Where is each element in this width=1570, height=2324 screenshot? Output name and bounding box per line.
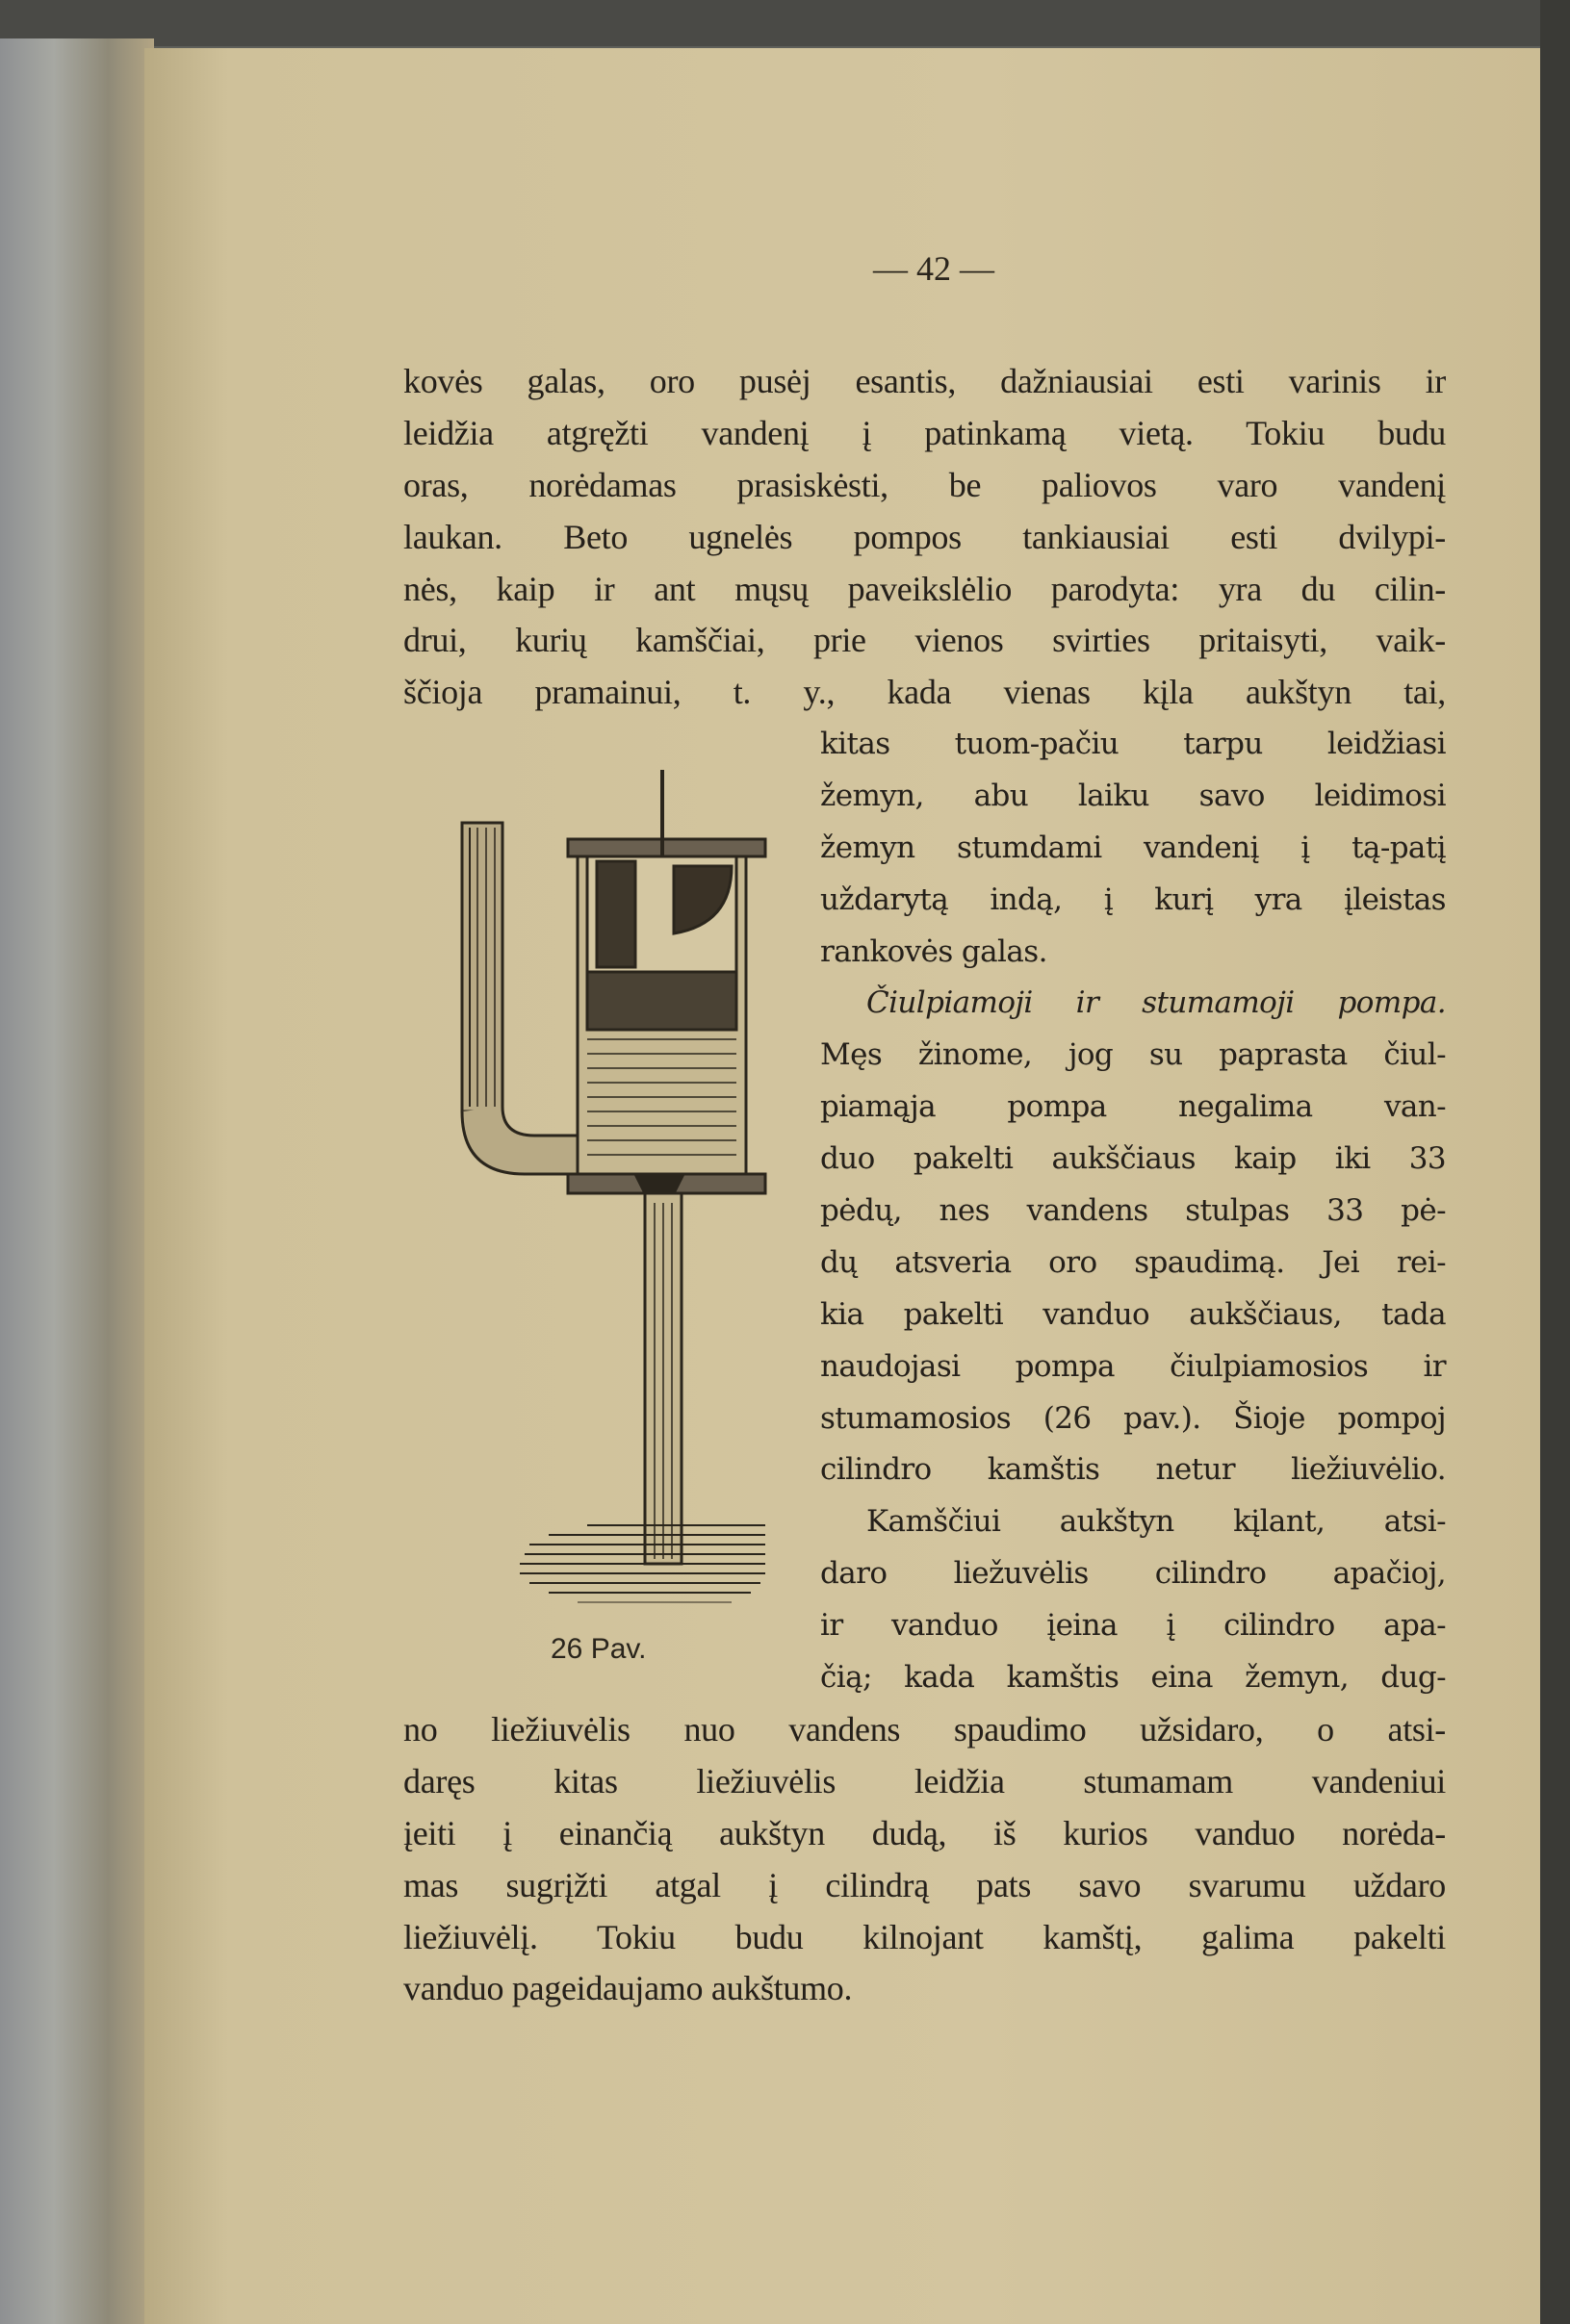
text-line: leidžia atgręžti vandenį į patinkamą vietą. Tokiu budu: [403, 413, 1446, 452]
text-line: ščioja pramainui, t. y., kada vienas kįla aukštyn tai,: [403, 673, 1446, 712]
left-riser-pipe: [462, 823, 578, 1174]
text-line: naudojasi pompa čiulpiamosios ir: [820, 1348, 1446, 1384]
text-line: rankovės galas.: [820, 933, 1047, 969]
text-line: kitas tuom-pačiu tarpu leidžiasi: [820, 727, 1446, 761]
scan-top-edge: [0, 0, 1570, 46]
text-line: daro liežuvėlis cilindro apačioj,: [820, 1556, 1446, 1592]
top-flange: [568, 839, 765, 856]
suction-pipe: [645, 1193, 682, 1564]
water-surface: [520, 1525, 765, 1602]
text-line: dų atsveria oro spaudimą. Jei rei-: [820, 1244, 1446, 1280]
text-line: nės, kaip ir ant mųsų paveikslėlio parodyta: yra du cilin-: [403, 569, 1446, 608]
text-line: Męs žinome, jog su paprasta čiul-: [820, 1037, 1446, 1073]
bottom-text-block: [403, 1704, 1446, 2015]
text-line: žemyn stumdami vandenį į tą-patį: [820, 830, 1446, 865]
text-line: Kamščiui aukštyn kįlant, atsi-: [866, 1504, 1446, 1540]
text-line: mas sugrįžti atgal į cilindrą pats savo svarumu uždaro: [403, 1865, 1446, 1904]
text-line: ir vanduo įeina į cilindro apa-: [820, 1608, 1446, 1644]
text-line: uždarytą indą, į kurį yra įleistas: [820, 881, 1446, 917]
text-line: kia pakelti vanduo aukščiaus, tada: [820, 1296, 1446, 1332]
text-line: stumamosios (26 pav.). Šioje pompoj: [820, 1400, 1446, 1436]
right-column-text: [820, 719, 1446, 1704]
scan-right-edge: [1540, 0, 1570, 2324]
cylinder: [578, 856, 746, 1174]
pump-illustration: [443, 751, 789, 1636]
text-line: laukan. Beto ugnelės pompos tankiausiai esti dvilypi-: [403, 517, 1446, 556]
text-line: daręs kitas liežiuvėlis leidžia stumamam vandeniui: [403, 1761, 1446, 1800]
text-line: piamąja pompa negalima van-: [820, 1089, 1446, 1125]
page-number: — 42 —: [873, 249, 994, 288]
text-line: drui, kurių kamščiai, prie vienos svirties pritaisyti, vaik-: [403, 621, 1446, 660]
top-text-block: [403, 356, 1446, 719]
text-line: čią; kada kamštis eina žemyn, dug-: [820, 1660, 1446, 1696]
text-line: cilindro kamštis netur liežiuvėlio.: [820, 1452, 1446, 1488]
text-line: pėdų, nes vandens stulpas 33 pė-: [820, 1193, 1446, 1229]
text-line: oras, norėdamas prasiskėsti, be paliovos varo vandenį: [403, 465, 1446, 504]
text-line: duo pakelti aukščiaus kaip iki 33: [820, 1141, 1446, 1177]
text-line: liežiuvėlį. Tokiu budu kilnojant kamštį, galima pakelti: [403, 1917, 1446, 1956]
text-line: įeiti į einančią aukštyn dudą, iš kurios vanduo norėda-: [403, 1813, 1446, 1852]
book-page-edges: [0, 38, 154, 2324]
text-line: no liežiuvėlis nuo vandens spaudimo užsidaro, o atsi-: [403, 1710, 1446, 1749]
text-line: kovės galas, oro pusėj esantis, dažniausiai esti varinis ir: [403, 362, 1446, 400]
text-line: žemyn, abu laiku savo leidimosi: [820, 778, 1446, 813]
section-heading: Čiulpiamoji ir stumamoji pompa.: [866, 985, 1446, 1021]
text-line: vanduo pageidaujamo aukštumo.: [403, 1969, 853, 2008]
figure-caption: 26 Pav.: [551, 1633, 647, 1665]
